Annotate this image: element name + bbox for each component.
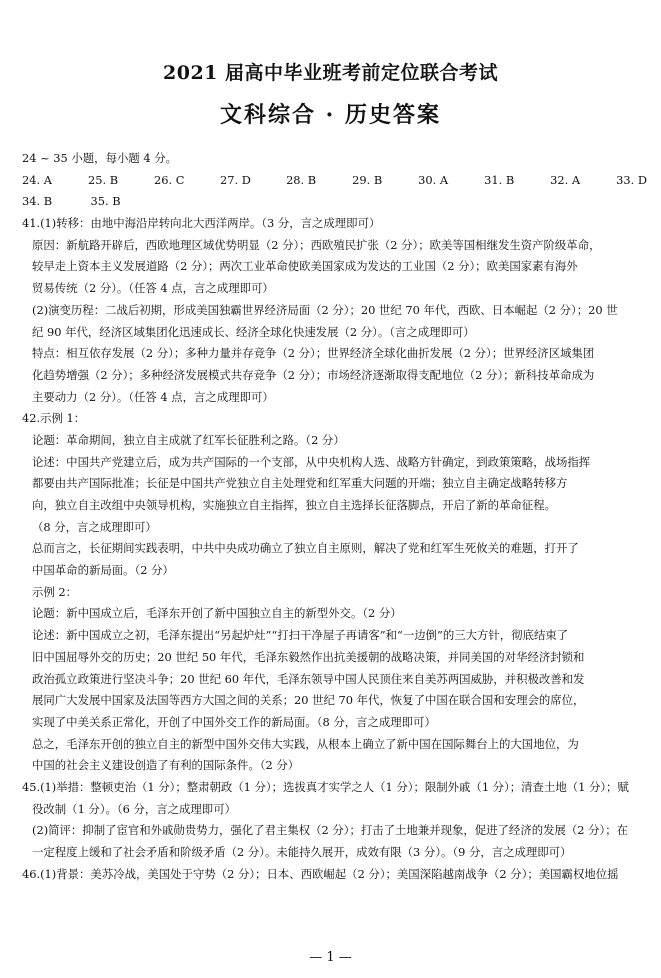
page-number: — 1 — (309, 950, 352, 965)
q42-example1-heading: 42.示例 1： (22, 411, 86, 426)
q42-conclusion-line: 中国革命的新局面。（2 分） (32, 563, 174, 578)
q41-reason-line: 原因：新航路开辟后，西欧地理区域优势明显（2 分）；西欧殖民扩张（2 分）；欧美等国相继发生资产阶级革命， (32, 237, 601, 252)
choice-answer: 27. D (220, 172, 251, 187)
choice-answer: 26. C (154, 172, 185, 187)
choice-answer: 30. A (418, 172, 449, 187)
q45-part2-line: 一定程度上缓和了社会矛盾和阶级矛盾（2 分）。未能持久展开，成效有限（3 分）。（9 分，言之成理即可） (32, 845, 572, 859)
q42-argument-line: 实现了中美关系正常化，开创了中国外交工作的新局面。（8 分，言之成理即可） (32, 714, 436, 729)
q45-part1-line: 45.(1)举措：整顿吏治（1 分）；整肃朝政（1 分）；选拔真才实学之人（1 分）；限制外戚（1 分）；清查土地（1 分）；赋 (22, 779, 629, 794)
exam-subtitle: 文科综合 · 历史答案 (220, 102, 441, 128)
choice-instruction: 24 ~ 35 小题，每小题 4 分。 (22, 151, 178, 165)
choice-answer: 28. B (286, 172, 317, 187)
choice-answer: 34. B (22, 194, 53, 209)
q42-conclusion-line: 总之，毛泽东开创的独立自主的新型中国外交伟大实践，从根本上确立了新中国在国际舞台上的大国地位，为 (32, 736, 579, 751)
choice-answer: 31. B (484, 172, 515, 187)
choice-answer: 32. A (550, 172, 581, 187)
q42-conclusion-line: 总而言之，长征期间实践表明，中共中央成功确立了独立自主原则，解决了党和红军生死攸关的难题，打开了 (32, 541, 579, 556)
choice-answer: 29. B (352, 172, 383, 187)
answer-body (22, 148, 647, 885)
q45-part2-line: (2)简评：抑制了宦官和外戚勋贵势力，强化了君主集权（2 分）；打击了土地兼并现象，促进了经济的发展（2 分）；在 (32, 823, 629, 838)
choice-answer: 24. A (22, 172, 52, 187)
q42-argument-line: 向，独立自主改组中央领导机构，实施独立自主指挥，独立自主选择长征落脚点，开启了新的革命征程。 (32, 498, 556, 512)
choice-answer: 33. D (616, 172, 648, 187)
q41-feature-line: 主要动力（2 分）。（任答 4 点，言之成理即可） (32, 389, 274, 404)
q41-part2-line: (2)演变历程：二战后初期，形成美国独霸世界经济局面（2 分）；20 世纪 70 年代，西欧、日本崛起（2 分）；20 世 (32, 302, 618, 317)
q42-conclusion-line: 中国的社会主义建设创造了有利的国际条件。（2 分） (32, 758, 300, 773)
q42-example2-heading: 示例 2： (32, 584, 78, 599)
q42-argument-line: （8 分，言之成理即可） (32, 519, 157, 534)
q46-part1-line: 46.(1)背景：美苏冷战，美国处于守势（2 分）；日本、西欧崛起（2 分）；美国深陷越南战争（2 分）；美国霸权地位摇 (22, 866, 619, 881)
exam-title: 2021 届高中毕业班考前定位联合考试 (163, 62, 498, 84)
q45-part1-line: 役改制（1 分）。（6 分，言之成理即可） (32, 801, 236, 816)
q41-part1-line: 41.(1)转移：由地中海沿岸转向北大西洋两岸。（3 分，言之成理即可） (22, 216, 381, 231)
choice-answer: 25. B (88, 172, 119, 187)
q41-feature-line: 化趋势增强（2 分）；多种经济发展模式共存竞争（2 分）；市场经济逐渐取得支配地位（2 分）；新科技革命成为 (32, 367, 595, 382)
q42-thesis-line: 论题：新中国成立后，毛泽东开创了新中国独立自主的新型外交。（2 分） (32, 606, 402, 621)
choice-answer: 35. B (90, 194, 121, 209)
q42-argument-line: 都要由共产国际批准；长征是中国共产党独立自主处理党和红军重大问题的开端；独立自主确定战略转移方 (32, 476, 568, 491)
q42-argument-line: 展同广大发展中国家及法国等西方大国之间的关系；20 世纪 70 年代，恢复了中国在联合国和安理会的席位， (32, 693, 585, 708)
q41-feature-line: 特点：相互依存发展（2 分）；多种力量并存竞争（2 分）；世界经济全球化曲折发展（2 分）；世界经济区域集团 (32, 346, 595, 361)
q42-argument-line: 旧中国屈辱外交的历史；20 世纪 50 年代，毛泽东毅然作出抗美援朝的战略决策，并同美国的对华经济封锁和 (32, 649, 585, 664)
q42-thesis-line: 论题：革命期间，独立自主成就了红军长征胜利之路。（2 分） (32, 432, 345, 447)
q42-argument-line: 论述：新中国成立之初，毛泽东提出“另起炉灶”“打扫干净屋子再请客”和“一边倒”的三大方针，彻底结束了 (32, 628, 569, 643)
q42-argument-line: 论述：中国共产党建立后，成为共产国际的一个支部，从中央机构人选、战略方针确定，到政策策略，战场指挥 (32, 454, 591, 469)
choice-answer-row-1 (22, 170, 647, 192)
q41-reason-line: 较早走上资本主义发展道路（2 分）；两次工业革命使欧美国家成为发达的工业国（2 分）；欧美国家素有海外 (32, 259, 578, 274)
q42-argument-line: 政治孤立政策进行坚决斗争；20 世纪 60 年代，毛泽东领导中国人民顶住来自美苏两国威胁，并积极改善和发 (32, 671, 585, 686)
q41-reason-line: 贸易传统（2 分）。（任答 4 点，言之成理即可） (32, 281, 274, 296)
choice-answer-row-2 (22, 191, 647, 213)
q41-part2-line: 纪 90 年代，经济区域集团化迅速成长、经济全球化快速发展（2 分）。（言之成理即可） (32, 324, 475, 339)
